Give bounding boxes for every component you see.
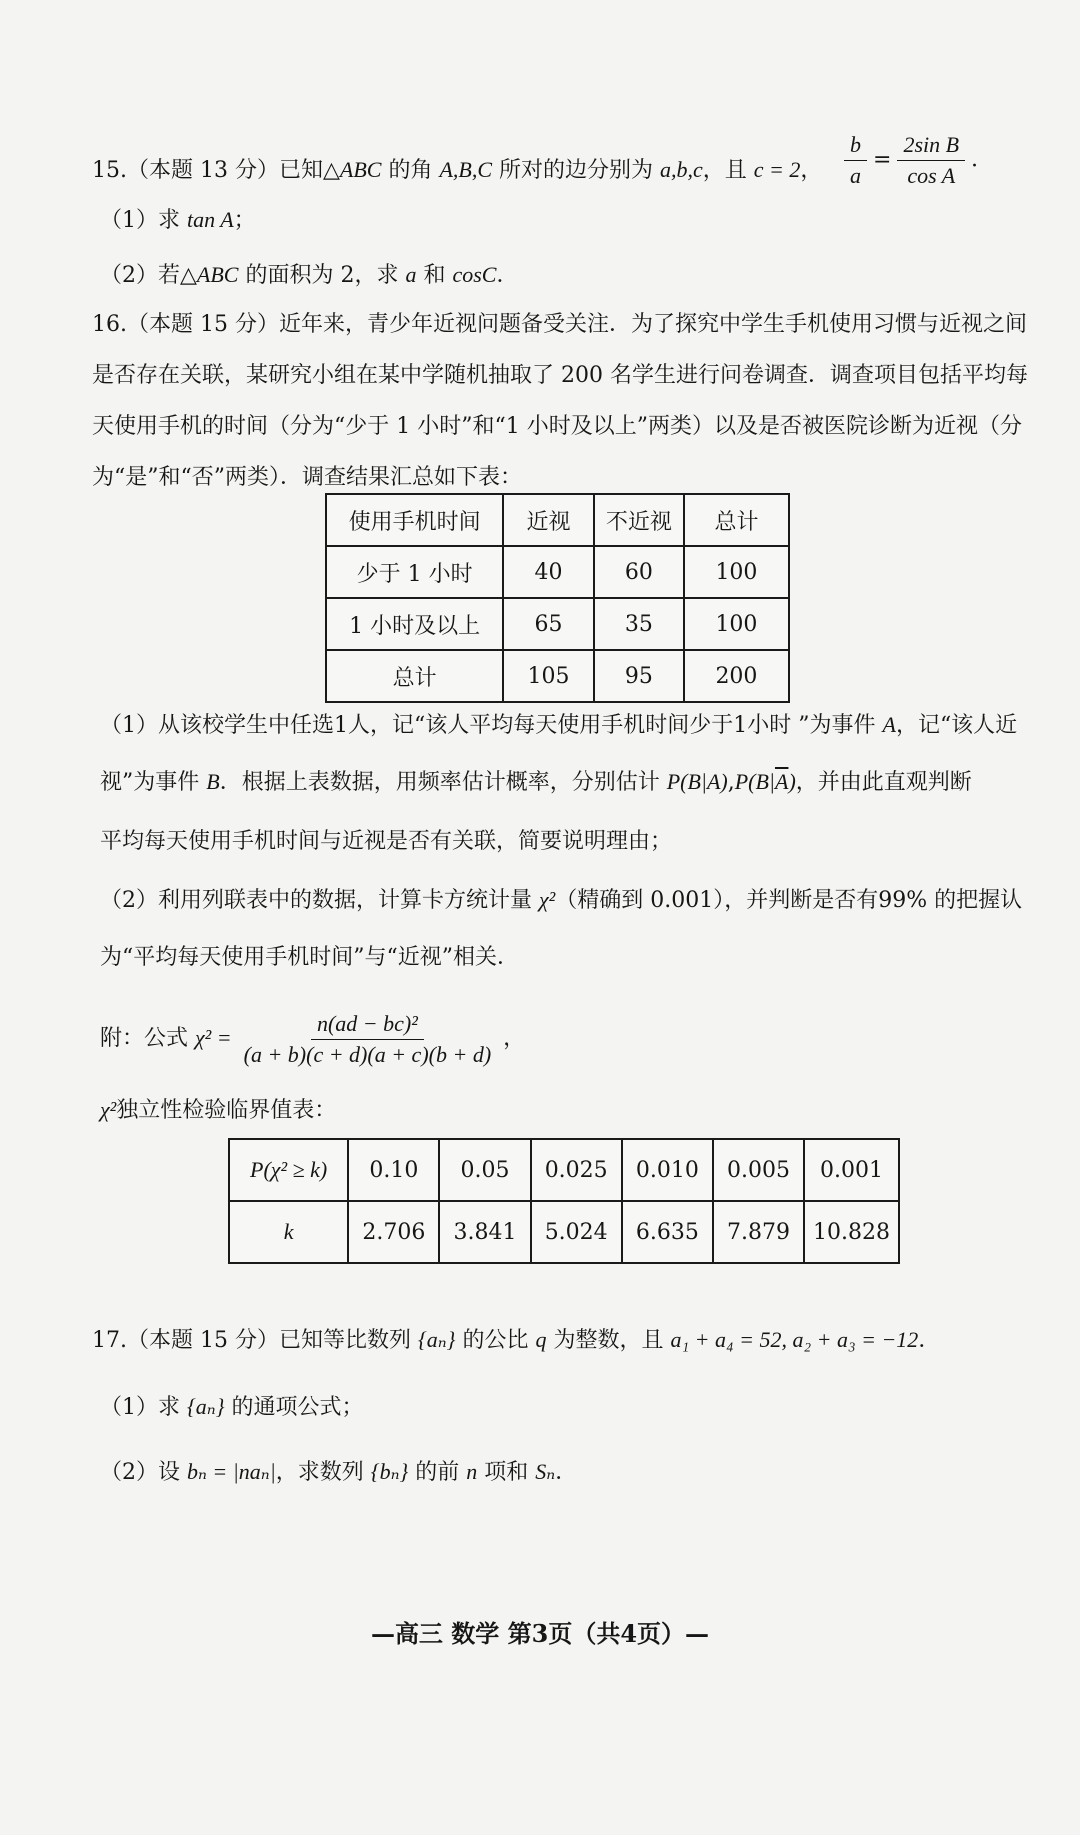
table-cell: 总计 bbox=[326, 650, 503, 702]
table-row bbox=[229, 1139, 899, 1201]
table-header-row bbox=[326, 494, 789, 546]
table-row bbox=[326, 598, 789, 650]
q15-part1: （1）求 tan A； bbox=[100, 207, 256, 233]
chi-square-formula: 附：公式 χ² = $\frac{\text{n(ad − bc)²}}{(a + b)(c + d)(a + c)(b + d)}$ ， bbox=[100, 1003, 525, 1074]
table-cell: 2.706 bbox=[348, 1201, 439, 1263]
table-cell: 0.05 bbox=[439, 1139, 530, 1201]
table-cell: k bbox=[229, 1201, 348, 1263]
survey-contingency-table bbox=[325, 493, 790, 703]
table-cell: 0.010 bbox=[622, 1139, 713, 1201]
table-cell: 0.10 bbox=[348, 1139, 439, 1201]
q15-statement: 15.（本题 13 分）已知△ABC 的角 A,B,C 所对的边分别为 a,b,c，且 c = 2， bbox=[92, 157, 823, 183]
table-cell: 60 bbox=[594, 546, 684, 598]
table-cell: P(χ² ≥ k) bbox=[229, 1139, 348, 1201]
q16-part2-line2: 为“平均每天使用手机时间”与“近视”相关． bbox=[100, 945, 519, 970]
table-cell: 65 bbox=[503, 598, 594, 650]
q15-fraction-equation: $\frac{b}{a}$ = $\frac{\text{2sin B}}{\text{cos A}}$ ． bbox=[838, 130, 993, 191]
table-cell: 1 小时及以上 bbox=[326, 598, 503, 650]
table-cell: 40 bbox=[503, 546, 594, 598]
table-cell: 0.005 bbox=[713, 1139, 804, 1201]
chi-square-critical-value-table bbox=[228, 1138, 900, 1264]
table-header-cell: 使用手机时间 bbox=[326, 494, 503, 546]
table-cell: 0.025 bbox=[531, 1139, 622, 1201]
table-row bbox=[326, 650, 789, 702]
table-header-cell: 总计 bbox=[684, 494, 789, 546]
table-row bbox=[326, 546, 789, 598]
table-cell: 100 bbox=[684, 546, 789, 598]
q17-statement: 17.（本题 15 分）已知等比数列 {aₙ} 的公比 q 为整数，且 a₁ + a₄ = 52, a₂ + a₃ = −12． bbox=[92, 1327, 941, 1353]
q16-part1-line2: 视”为事件 B．根据上表数据，用频率估计概率，分别估计 $P(B|A),P(B|\overline{A})$，并由此直观判断 bbox=[100, 769, 972, 795]
table-header-cell: 不近视 bbox=[594, 494, 684, 546]
q16-text-line4: 为“是”和“否”两类）．调查结果汇总如下表： bbox=[92, 465, 522, 490]
table-cell: 7.879 bbox=[713, 1201, 804, 1263]
page-footer: —高三 数学 第3页（共4页）— bbox=[370, 1619, 710, 1648]
chi-square-fraction: $\frac{\text{n(ad − bc)²}}{(a + b)(c + d)(a + c)(b + d)}$ bbox=[243, 1010, 492, 1067]
table-cell: 100 bbox=[684, 598, 789, 650]
table-cell: 6.635 bbox=[622, 1201, 713, 1263]
q16-part1-line1: （1）从该校学生中任选1人，记“该人平均每天使用手机时间少于1小时 ”为事件 A，记“该人近 bbox=[100, 712, 1018, 738]
critical-value-table-label: χ²独立性检验临界值表： bbox=[100, 1097, 337, 1123]
q17-part1: （1）求 {aₙ} 的通项公式； bbox=[100, 1394, 364, 1420]
q16-part1-line3: 平均每天使用手机时间与近视是否有关联，简要说明理由； bbox=[100, 829, 673, 854]
q15-part2: （2）若△ABC 的面积为 2，求 a 和 cosC． bbox=[100, 262, 519, 288]
table-cell: 105 bbox=[503, 650, 594, 702]
table-cell: 0.001 bbox=[804, 1139, 899, 1201]
table-cell: 3.841 bbox=[439, 1201, 530, 1263]
table-cell: 5.024 bbox=[531, 1201, 622, 1263]
table-cell: 10.828 bbox=[804, 1201, 899, 1263]
fraction-sinB-over-cosA: $\frac{\text{2sin B}}{\text{cos A}}$ bbox=[897, 130, 965, 191]
q16-text-line2: 是否存在关联，某研究小组在某中学随机抽取了 200 名学生进行问卷调查．调查项目包括平均每 bbox=[92, 363, 1028, 388]
table-cell: 少于 1 小时 bbox=[326, 546, 503, 598]
table-cell: 35 bbox=[594, 598, 684, 650]
fraction-b-over-a: $\frac{b}{a}$ bbox=[844, 130, 867, 191]
table-cell: 200 bbox=[684, 650, 789, 702]
q16-text-line1: 16.（本题 15 分）近年来，青少年近视问题备受关注．为了探究中学生手机使用习惯与近视之间 bbox=[92, 312, 1027, 337]
table-row bbox=[229, 1201, 899, 1263]
table-cell: 95 bbox=[594, 650, 684, 702]
q16-text-line3: 天使用手机的时间（分为“少于 1 小时”和“1 小时及以上”两类）以及是否被医院诊断为近视（分 bbox=[92, 414, 1022, 439]
table-header-cell: 近视 bbox=[503, 494, 594, 546]
q17-part2: （2）设 bₙ = |naₙ|，求数列 {bₙ} 的前 n 项和 Sₙ． bbox=[100, 1459, 578, 1485]
q16-part2-line1: （2）利用列联表中的数据，计算卡方统计量 χ²（精确到 0.001），并判断是否有99% 的把握认 bbox=[100, 887, 1023, 913]
